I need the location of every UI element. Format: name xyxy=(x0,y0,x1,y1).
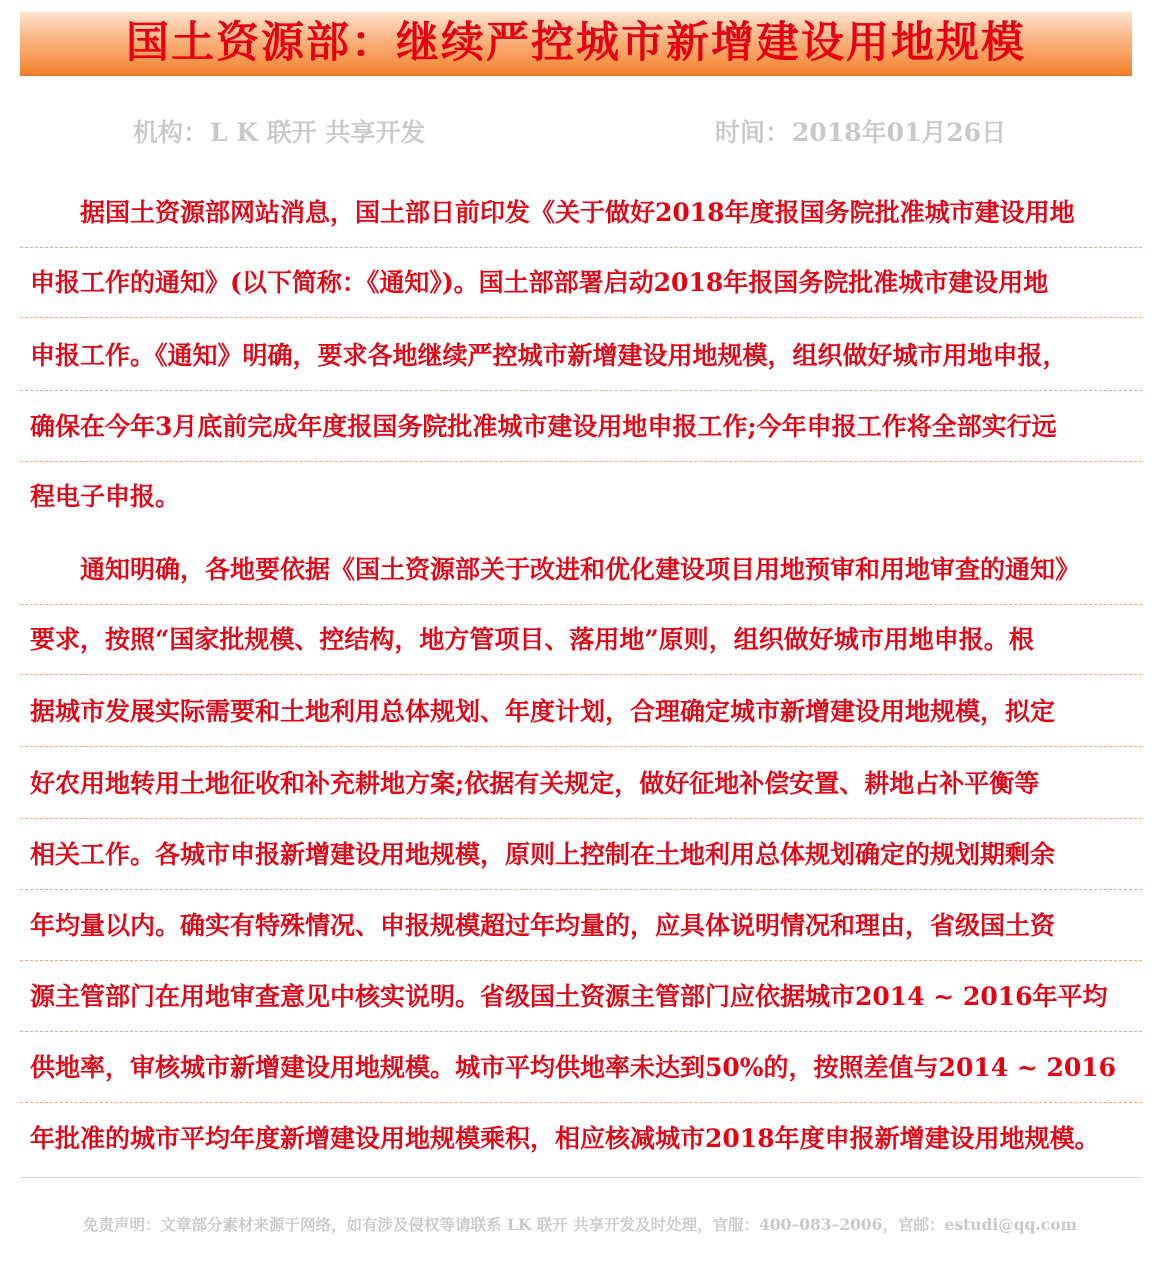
paragraph-1-line-3: 申报工作。《通知》明确，要求各地继续严控城市新增建设用地规模，组织做好城市用地申报， xyxy=(20,321,1142,391)
footer-disclaimer: 免责声明：文章部分素材来源于网络，如有涉及侵权等请联系 LK 联开 共享开发及时处理，官服：400–083–2006，官邮：estudi@qq.com xyxy=(83,1215,1077,1234)
page-title: 国土资源部：继续严控城市新增建设用地规模 xyxy=(126,17,1026,68)
publish-time xyxy=(715,116,1006,150)
paragraph-2-line-5: 相关工作。各城市申报新增建设用地规模，原则上控制在土地利用总体规划确定的规划期剩余 xyxy=(20,820,1142,890)
paragraph-2-line-8: 供地率，审核城市新增建设用地规模。城市平均供地率未达到50%的，按照差值与2014 ~ 2016 xyxy=(20,1033,1142,1103)
paragraph-2-line-4: 好农用地转用土地征收和补充耕地方案;依据有关规定，做好征地补偿安置、耕地占补平衡等 xyxy=(20,749,1142,819)
paragraph-2-line-7: 源主管部门在用地审查意见中核实说明。省级国土资源主管部门应依据城市2014 ~ 2016年平均 xyxy=(20,962,1142,1032)
footer-divider xyxy=(20,1177,1142,1178)
org-value: L K 联开 共享开发 xyxy=(210,118,426,147)
paragraph-2-line-1: 通知明确，各地要依据《国土资源部关于改进和优化建设项目用地预审和用地审查的通知》 xyxy=(20,535,1142,605)
paragraph-1-line-5: 程电子申报。 xyxy=(30,482,181,511)
org-label: 机构： xyxy=(133,118,209,147)
org-info xyxy=(133,116,425,150)
title-banner xyxy=(20,12,1132,76)
time-value: 2018年01月26日 xyxy=(792,118,1007,147)
paragraph-2-line-9: 年批准的城市平均年度新增建设用地规模乘积，相应核减城市2018年度申报新增建设用地规模。 xyxy=(30,1124,1100,1153)
paragraph-2-line-3: 据城市发展实际需要和土地利用总体规划、年度计划，合理确定城市新增建设用地规模，拟定 xyxy=(20,677,1142,747)
paragraph-2-line-6: 年均量以内。确实有特殊情况、申报规模超过年均量的，应具体说明情况和理由，省级国土资 xyxy=(20,891,1142,961)
paragraph-1-line-1: 据国土资源部网站消息，国土部日前印发《关于做好2018年度报国务院批准城市建设用地 xyxy=(20,178,1142,248)
paragraph-2-line-2: 要求，按照“国家批规模、控结构，地方管项目、落用地”原则，组织做好城市用地申报。根 xyxy=(20,605,1142,675)
paragraph-1-line-4: 确保在今年3月底前完成年度报国务院批准城市建设用地申报工作;今年申报工作将全部实行远 xyxy=(20,392,1142,462)
meta-row xyxy=(0,116,1160,150)
time-label: 时间： xyxy=(715,118,791,147)
paragraph-1-line-2: 申报工作的通知》(以下简称：《通知》)。国土部部署启动2018年报国务院批准城市建设用地 xyxy=(20,248,1142,318)
